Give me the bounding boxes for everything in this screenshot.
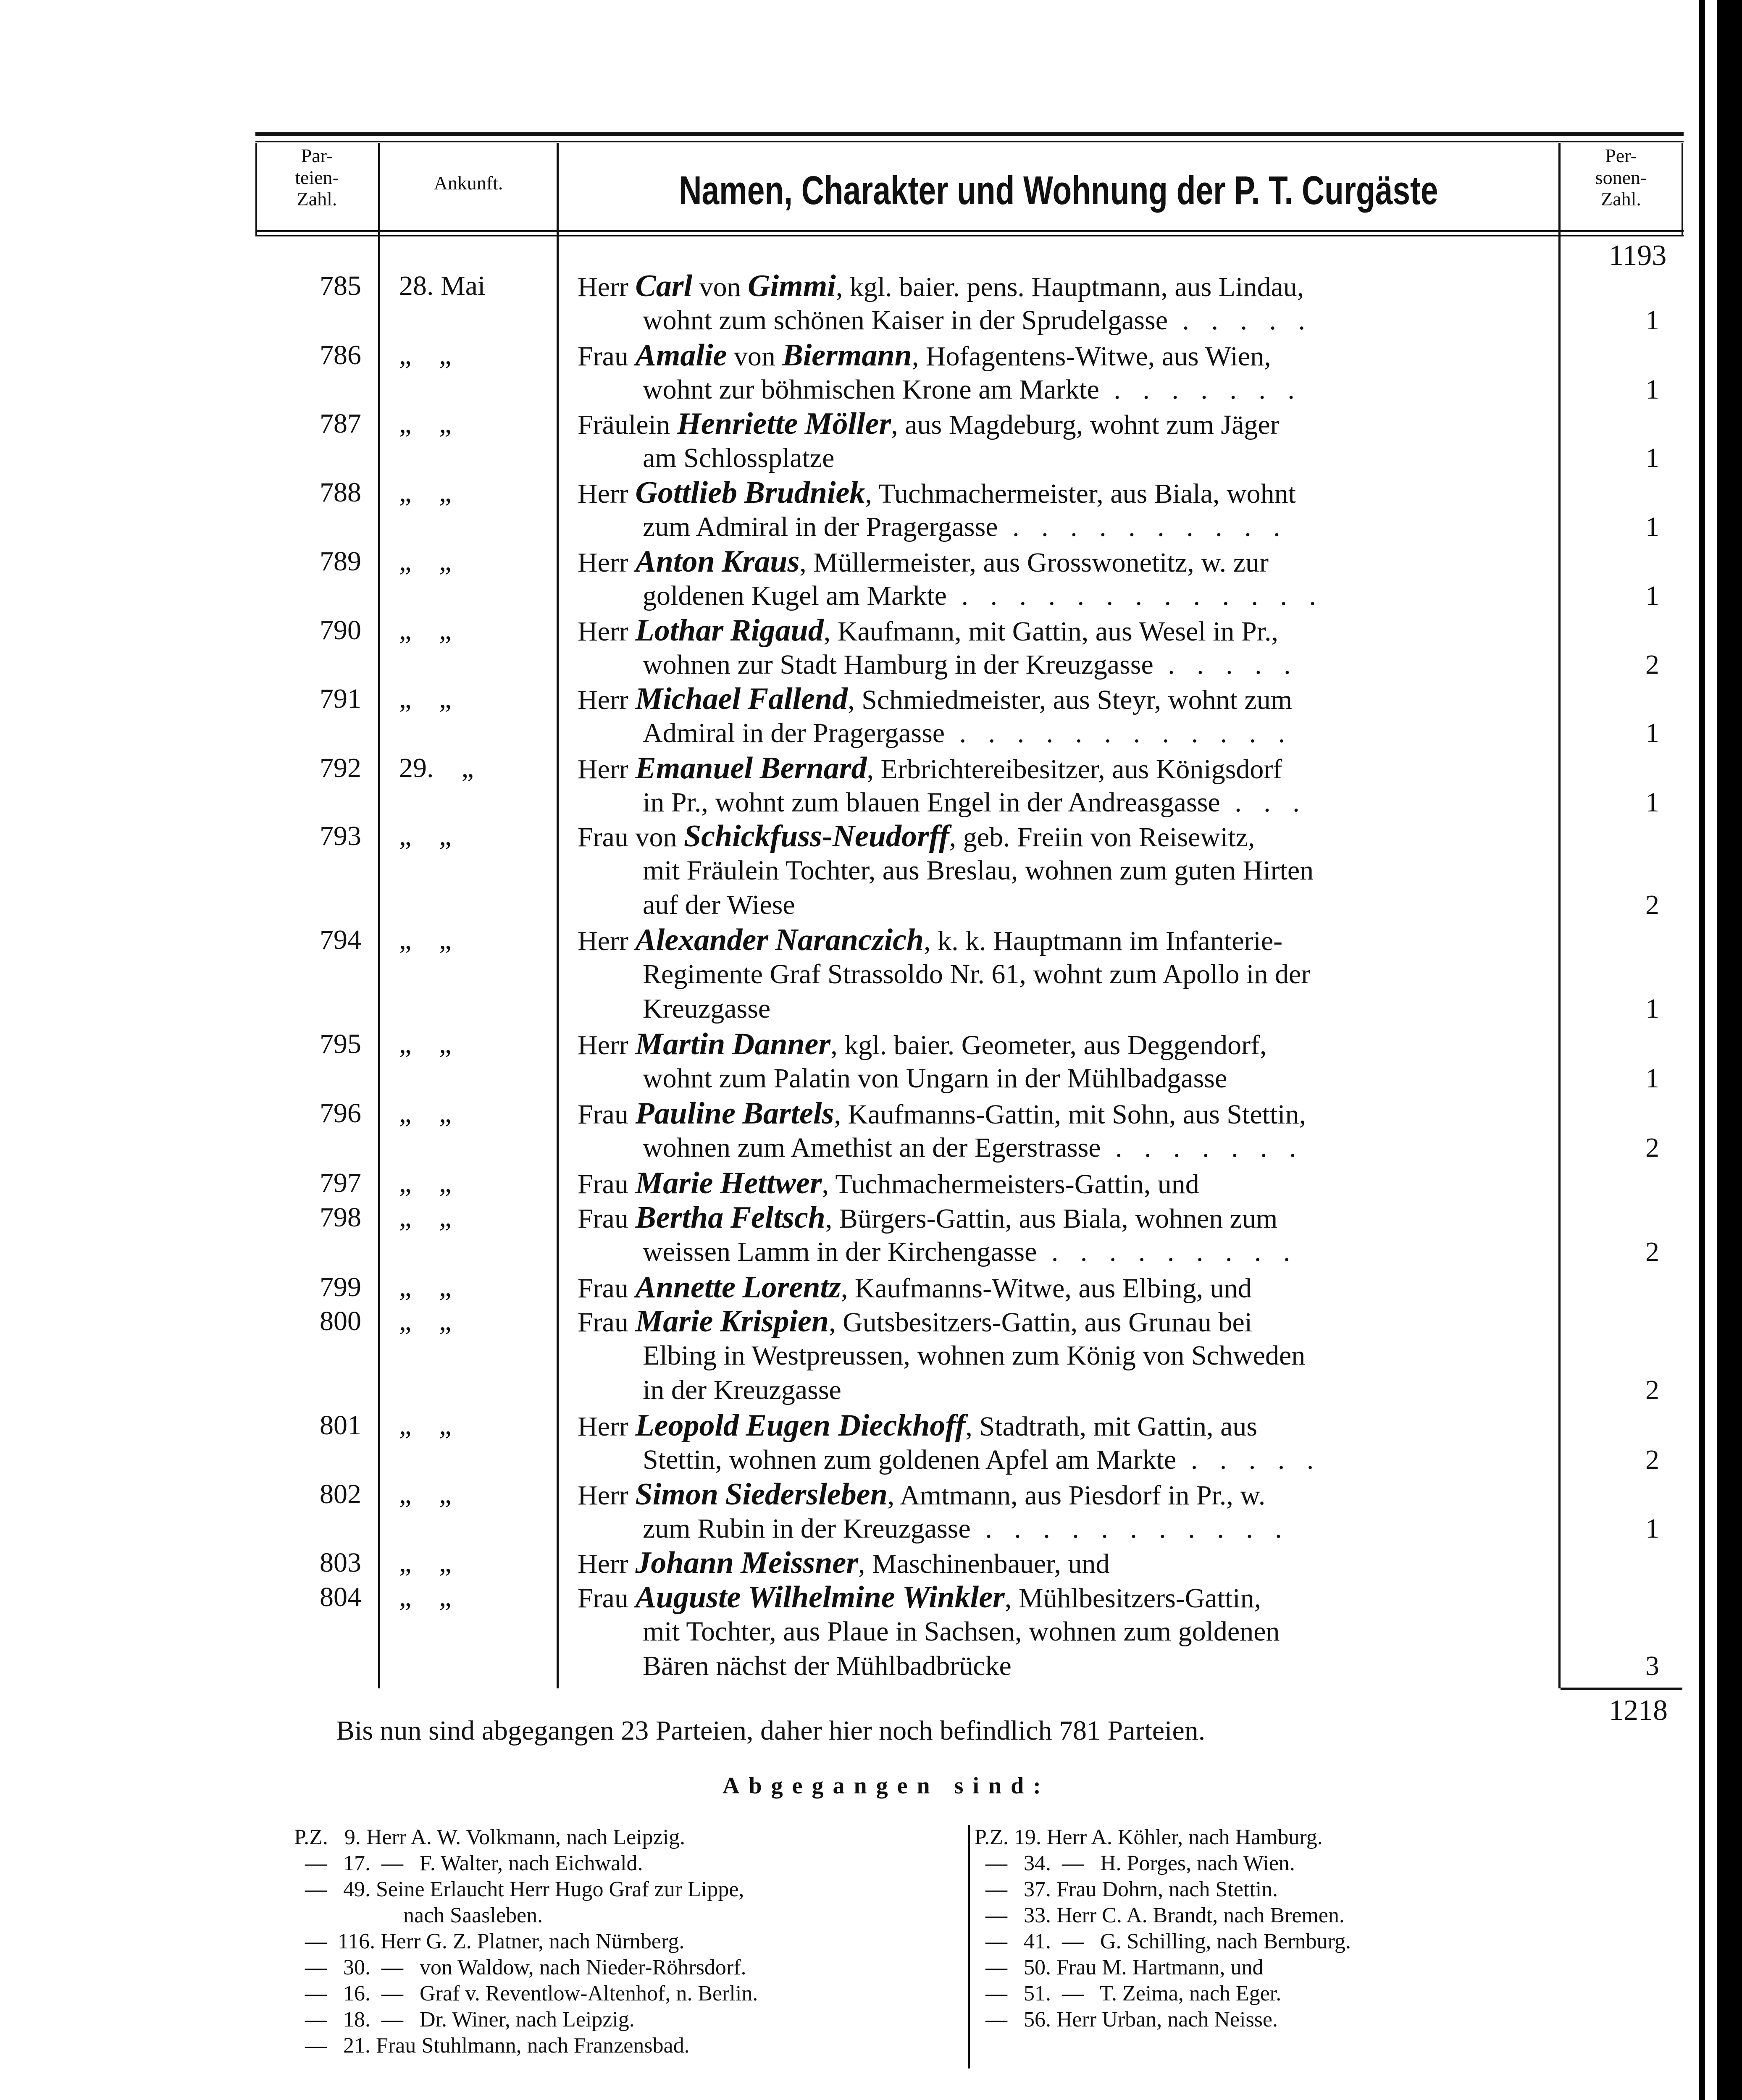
entry-line-2 [643, 1235, 1298, 1269]
leader-dots: . . . . . . . . . . . . . [946, 580, 1324, 611]
header-personen-zahl: Per- sonen- Zahl. [1595, 145, 1647, 210]
party-number: 794 [320, 924, 361, 955]
guest-description: , Schmiedmeister, aus Steyr, wohnt zum [848, 685, 1293, 715]
person-count: 2 [1645, 890, 1659, 920]
guest-last-name: Brudniek [744, 475, 865, 510]
entry-line-2 [643, 957, 1310, 992]
party-number: 789 [320, 546, 361, 577]
departed-heading: Abgegangen sind: [723, 1773, 1050, 1799]
entry-line-1 [578, 1027, 1267, 1063]
title-prefix: Frau [578, 1099, 636, 1130]
page-edge-rule [1699, 0, 1705, 2100]
departed-entry: P.Z. 19. Herr A. Köhler, nach Hamburg. [975, 1825, 1323, 1849]
entry-line-2 [643, 1131, 1304, 1165]
title-prefix: Herr [578, 547, 636, 578]
guest-first-name: Schickfuss-Neudorff [683, 819, 949, 853]
guest-last-name: Bernard [759, 751, 867, 785]
person-count: 2 [1645, 1444, 1659, 1475]
entry-line-1 [578, 1270, 1252, 1306]
departed-entry: — 34. — H. Porges, nach Wien. [975, 1851, 1295, 1875]
entry-line-1 [578, 338, 1271, 374]
party-number: 793 [320, 821, 361, 851]
guest-last-name: Möller [804, 407, 891, 441]
title-prefix: Herr [578, 685, 636, 715]
party-number: 787 [320, 408, 361, 439]
name-joiner [753, 754, 760, 785]
party-number: 785 [320, 270, 361, 301]
person-count: 1 [1645, 580, 1659, 611]
address-text: mit Tochter, aus Plaue in Sachsen, wohnen zum goldenen [643, 1616, 1280, 1647]
header-bottom-rule [255, 230, 1684, 232]
address-text: weissen Lamm in der Kirchengasse [643, 1236, 1037, 1267]
party-number: 788 [320, 477, 361, 508]
person-count: 3 [1645, 1651, 1659, 1681]
guest-last-name: Bartels [742, 1096, 834, 1131]
top-rule-thin [255, 141, 1684, 142]
entry-line-1 [578, 1200, 1277, 1236]
entry-line-1 [578, 923, 1282, 958]
guest-description: , k. k. Hauptmann im Infanterie- [924, 926, 1283, 956]
arrival-date: 28. Mai [399, 270, 486, 301]
top-rule-thick [255, 132, 1684, 136]
entry-line-3: auf der Wiese [643, 890, 795, 920]
name-joiner [736, 1099, 743, 1130]
arrival-date: „ „ [399, 1306, 452, 1336]
leader-dots: . . . . . [1168, 305, 1313, 336]
party-number: 800 [320, 1306, 361, 1336]
party-number: 791 [320, 683, 361, 714]
entry-line-1 [578, 751, 1282, 787]
col-rule-3 [1558, 143, 1561, 1688]
guest-description: , kgl. baier. pens. Hauptmann, aus Lindau, [836, 272, 1304, 302]
address-text: wohnen zum Amethist an der Egerstrasse [643, 1132, 1101, 1163]
party-number: 790 [320, 615, 361, 646]
person-count: 1 [1645, 1063, 1659, 1094]
arrival-date: „ „ [399, 821, 452, 851]
guest-first-name: Pauline [635, 1096, 736, 1131]
guest-description: , geb. Freiin von Reisewitz, [949, 822, 1255, 853]
guest-description: , Kaufmann, mit Gattin, aus Wesel in Pr., [823, 616, 1279, 647]
party-number: 798 [320, 1202, 361, 1233]
name-joiner [718, 1480, 725, 1511]
title-prefix: Herr [578, 616, 636, 647]
title-prefix: Frau [578, 1273, 636, 1304]
guest-last-name: Hettwer [720, 1166, 822, 1200]
party-number: 803 [320, 1547, 361, 1578]
name-joiner [715, 547, 722, 578]
title-prefix: Herr [578, 478, 636, 509]
arrival-date: „ „ [399, 546, 452, 577]
guest-description: , Bürgers-Gattin, aus Biala, wohnen zum [825, 1203, 1278, 1234]
title-prefix: Herr [578, 754, 636, 785]
guest-first-name: Emanuel [635, 751, 753, 785]
guest-description: , Tuchmachermeister, aus Biala, wohnt [865, 478, 1296, 509]
party-number: 804 [320, 1582, 361, 1612]
address-text: zum Rubin in der Kreuzgasse [643, 1513, 971, 1544]
guest-last-name: Biermann [782, 338, 912, 373]
total-count: 1218 [1609, 1694, 1668, 1727]
person-count: 1 [1645, 512, 1659, 542]
address-text: Regimente Graf Strassoldo Nr. 61, wohnt zum Apollo in der [643, 959, 1311, 990]
leader-dots: . . . . . . . . . . . [970, 1513, 1290, 1544]
guest-first-name: Auguste [635, 1580, 741, 1614]
name-joiner [741, 685, 748, 715]
name-joiner [768, 926, 775, 956]
guest-last-name: Rigaud [730, 613, 824, 648]
guest-first-name: Johann [635, 1546, 734, 1580]
carry-over-count: 1193 [1609, 239, 1667, 272]
title-prefix: Frau von [578, 822, 684, 853]
person-count: 1 [1645, 718, 1659, 748]
header-bottom-rule-2 [255, 235, 1684, 236]
address-text: zum Admiral in der Pragergasse [643, 512, 998, 542]
party-number: 792 [320, 753, 361, 783]
guest-description: , kgl. baier. Geometer, aus Deggendorf, [830, 1030, 1267, 1060]
person-count: 2 [1645, 649, 1659, 680]
entry-line-1 [578, 613, 1278, 649]
name-joiner [713, 1169, 720, 1200]
guest-first-name: Carl [635, 269, 693, 303]
title-prefix: Frau [578, 341, 636, 372]
entry-line-2 [643, 1061, 1227, 1096]
name-joiner [739, 1411, 746, 1442]
departed-entry: — 51. — T. Zeima, nach Eger. [975, 1982, 1282, 2006]
person-count: 1 [1645, 443, 1659, 473]
guest-first-name: Simon [635, 1477, 718, 1512]
guest-description: , Müllermeister, aus Grosswonetitz, w. zur [799, 547, 1269, 578]
departed-entry: — 16. — Graf v. Reventlow-Altenhof, n. Berlin. [294, 1982, 758, 2006]
name-joiner [713, 1307, 720, 1338]
party-number: 795 [320, 1029, 361, 1059]
guest-last-name: Meissner [741, 1546, 858, 1580]
person-count: 2 [1645, 1375, 1659, 1405]
arrival-date: 29. „ [399, 753, 474, 783]
entry-line-2 [643, 441, 834, 475]
arrival-date: „ „ [399, 1202, 452, 1233]
address-text: Stettin, wohnen zum goldenen Apfel am Markte [643, 1444, 1177, 1475]
guest-description: , Hofagentens-Witwe, aus Wien, [912, 341, 1271, 372]
address-text: am Schlossplatze [643, 443, 835, 473]
party-number: 786 [320, 340, 361, 370]
leader-dots: . . . [1220, 787, 1307, 818]
guest-description: , Gutsbesitzers-Gattin, aus Grunau bei [829, 1307, 1253, 1338]
person-count: 1 [1645, 1513, 1659, 1544]
arrival-date: „ „ [399, 1479, 452, 1509]
guest-description: , Amtmann, aus Piesdorf in Pr., w. [887, 1480, 1266, 1511]
person-count: 1 [1645, 993, 1659, 1024]
guest-description: , Kaufmanns-Gattin, mit Sohn, aus Stettin, [834, 1099, 1306, 1130]
entry-line-2 [643, 1512, 1290, 1546]
departed-entry: P.Z. 9. Herr A. W. Volkmann, nach Leipzig. [294, 1825, 686, 1849]
title-prefix: Frau [578, 1203, 636, 1234]
entry-line-1 [578, 407, 1280, 442]
departed-entry: — 56. Herr Urban, nach Neisse. [975, 2008, 1278, 2032]
person-count: 2 [1645, 1132, 1659, 1163]
person-count: 1 [1645, 305, 1659, 336]
col-rule-2 [557, 143, 559, 1688]
arrival-date: „ „ [399, 1098, 452, 1129]
arrival-date: „ „ [399, 1410, 452, 1441]
header-ankunft: Ankunft. [434, 172, 503, 194]
guest-last-name: Eugen Dieckhoff [746, 1408, 966, 1443]
arrival-date: „ „ [399, 1272, 452, 1302]
guest-description: , Mühlbesitzers-Gattin, [1004, 1583, 1261, 1614]
guest-first-name: Martin [635, 1027, 725, 1061]
entry-line-1 [578, 1477, 1265, 1513]
guest-first-name: Bertha [635, 1200, 724, 1235]
col-rule-right [1682, 143, 1683, 235]
leader-dots: . . . . . . . [1101, 1132, 1304, 1163]
departed-entry: — 30. — von Waldow, nach Nieder-Röhrsdorf. [294, 1956, 746, 1979]
leader-dots: . . . . . . . . . . . . [945, 718, 1293, 748]
arrival-date: „ „ [399, 408, 452, 439]
title-prefix: Herr [578, 1549, 636, 1579]
entry-line-2 [643, 716, 1293, 751]
name-joiner [798, 410, 805, 440]
guest-last-name: Danner [732, 1027, 831, 1061]
entry-line-2 [643, 1614, 1280, 1649]
title-prefix: Herr [578, 1030, 636, 1060]
entry-line-1 [578, 475, 1296, 511]
leader-dots: . . . . . [1153, 649, 1298, 680]
party-number: 797 [320, 1168, 361, 1198]
arrival-date: „ „ [399, 1029, 452, 1059]
guest-first-name: Marie [635, 1304, 713, 1339]
title-prefix: Herr [578, 1411, 636, 1442]
total-rule [1561, 1688, 1682, 1690]
entry-line-2 [643, 648, 1298, 682]
entry-line-2 [643, 1339, 1305, 1373]
departed-entry: nach Saasleben. [294, 1903, 543, 1927]
departed-entry: — 18. — Dr. Winer, nach Leipzig. [294, 2008, 635, 2032]
guest-last-name: Feltsch [730, 1200, 825, 1235]
entry-line-1 [578, 1408, 1257, 1444]
guest-last-name: Kraus [722, 544, 800, 579]
guest-description: , Kaufmanns-Witwe, aus Elbing, und [841, 1273, 1252, 1304]
leader-dots: . . . . . . . [1099, 374, 1302, 405]
entry-line-2 [643, 1443, 1321, 1477]
person-count: 1 [1645, 374, 1659, 405]
departed-entry: — 49. Seine Erlaucht Herr Hugo Graf zur Lippe, [294, 1877, 744, 1901]
entry-line-1 [578, 1096, 1306, 1132]
entry-line-2 [643, 510, 1288, 544]
party-number: 796 [320, 1098, 361, 1129]
title-prefix: Herr [578, 926, 636, 956]
departed-entry: — 17. — F. Walter, nach Eichwald. [294, 1851, 643, 1875]
title-prefix: Frau [578, 1583, 636, 1614]
departed-entry: — 50. Frau M. Hartmann, und [975, 1956, 1264, 1979]
guest-first-name: Anton [635, 544, 715, 579]
entry-line-1 [578, 1166, 1199, 1202]
arrival-date: „ „ [399, 340, 452, 370]
departed-entry: — 41. — G. Schilling, nach Bernburg. [975, 1929, 1351, 1953]
title-prefix: Fräulein [578, 410, 677, 440]
name-joiner [737, 478, 744, 509]
leader-dots: . . . . . . . . . [1037, 1236, 1298, 1267]
arrival-date: „ „ [399, 683, 452, 714]
entry-line-3: Bären nächst der Mühlbadbrücke [643, 1651, 1012, 1681]
name-joiner: von [727, 341, 783, 372]
entry-line-1 [578, 269, 1304, 304]
guest-description: , aus Magdeburg, wohnt zum Jäger [891, 410, 1280, 440]
name-joiner [725, 1030, 732, 1060]
entry-line-1 [578, 1546, 1110, 1581]
arrival-date: „ „ [399, 1547, 452, 1578]
leader-dots: . . . . . [1176, 1444, 1322, 1475]
person-count: 1 [1645, 787, 1659, 818]
arrival-date: „ „ [399, 477, 452, 508]
departed-entry: — 37. Frau Dohrn, nach Stettin. [975, 1877, 1278, 1901]
name-joiner [723, 616, 730, 647]
header-title: Namen, Charakter und Wohnung der P. T. Curgäste [679, 168, 1438, 213]
entry-line-3: Kreuzgasse [643, 993, 771, 1024]
guest-description: , Maschinenbauer, und [858, 1549, 1110, 1579]
departed-entry: — 116. Herr G. Z. Platner, nach Nürnberg. [294, 1929, 685, 1953]
title-prefix: Frau [578, 1169, 636, 1200]
leader-dots: . . . . . . . . . . [998, 512, 1288, 542]
entry-line-3: in der Kreuzgasse [643, 1375, 841, 1405]
name-joiner [741, 1583, 748, 1614]
entry-line-2 [643, 579, 1324, 613]
party-number: 802 [320, 1479, 361, 1509]
guest-first-name: Gottlieb [635, 475, 737, 510]
address-text: in Pr., wohnt zum blauen Engel in der Andreasgasse [643, 787, 1220, 818]
title-prefix: Frau [578, 1307, 636, 1338]
name-joiner: von [692, 272, 748, 302]
departed-entry: — 33. Herr C. A. Brandt, nach Bremen. [975, 1903, 1345, 1927]
guest-last-name: Krispien [720, 1304, 829, 1339]
party-number: 801 [320, 1410, 361, 1441]
guest-first-name: Amalie [635, 338, 727, 373]
entry-line-2 [643, 373, 1302, 407]
departed-divider [968, 1825, 970, 2068]
party-number: 799 [320, 1272, 361, 1302]
guest-description: , Stadtrath, mit Gattin, aus [965, 1411, 1258, 1442]
address-text: wohnt zum schönen Kaiser in der Sprudelgasse [643, 305, 1168, 336]
arrival-date: „ „ [399, 615, 452, 646]
entry-line-2 [643, 785, 1307, 820]
name-joiner [723, 1203, 730, 1234]
guest-last-name: Lorentz [742, 1270, 841, 1305]
guest-first-name: Lothar [635, 613, 724, 648]
entry-line-1 [578, 682, 1292, 717]
person-count: 2 [1645, 1236, 1659, 1267]
guest-description: , Tuchmachermeisters-Gattin, und [822, 1169, 1199, 1200]
guest-last-name: Siedersleben [725, 1477, 888, 1512]
name-joiner [734, 1549, 741, 1579]
arrival-date: „ „ [399, 924, 452, 955]
entry-line-1 [578, 819, 1255, 855]
entry-line-2 [643, 853, 1314, 888]
title-prefix: Herr [578, 272, 636, 302]
guest-first-name: Marie [635, 1166, 713, 1200]
guest-last-name: Gimmi [748, 269, 836, 303]
header-partei-zahl: Par- teien- Zahl. [295, 145, 339, 210]
col-rule-1 [378, 143, 380, 1688]
title-prefix: Herr [578, 1480, 636, 1511]
guest-first-name: Henriette [677, 407, 798, 441]
name-joiner [736, 1273, 743, 1304]
entry-line-2 [643, 303, 1313, 338]
address-text: goldenen Kugel am Markte [643, 580, 947, 611]
departed-entry: — 21. Frau Stuhlmann, nach Franzensbad. [294, 2034, 690, 2058]
guest-description: , Erbrichtereibesitzer, aus Königsdorf [867, 754, 1282, 785]
address-text: wohnen zur Stadt Hamburg in der Kreuzgasse [643, 649, 1153, 680]
guest-last-name: Fallend [747, 682, 848, 716]
page-edge-right [1717, 0, 1742, 2100]
guest-first-name: Annette [635, 1270, 736, 1305]
guest-last-name: Wilhelmine Winkler [747, 1580, 1005, 1614]
guest-first-name: Alexander [635, 923, 768, 957]
address-text: wohnt zum Palatin von Ungarn in der Mühlbadgasse [643, 1063, 1227, 1094]
guest-first-name: Michael [635, 682, 741, 716]
address-text: mit Fräulein Tochter, aus Breslau, wohnen zum guten Hirten [643, 855, 1314, 886]
guest-last-name: Naranczich [775, 923, 924, 957]
address-text: wohnt zur böhmischen Krone am Markte [643, 374, 1099, 405]
address-text: Admiral in der Pragergasse [643, 718, 945, 748]
guest-first-name: Leopold [635, 1408, 739, 1443]
arrival-date: „ „ [399, 1168, 452, 1198]
entry-line-1 [578, 1304, 1252, 1340]
entry-line-1 [578, 1580, 1261, 1616]
summary-line: Bis nun sind abgegangen 23 Parteien, daher hier noch befindlich 781 Parteien. [336, 1715, 1206, 1746]
entry-line-1 [578, 544, 1269, 580]
arrival-date: „ „ [399, 1582, 452, 1612]
address-text: Elbing in Westpreussen, wohnen zum König von Schweden [643, 1340, 1306, 1371]
